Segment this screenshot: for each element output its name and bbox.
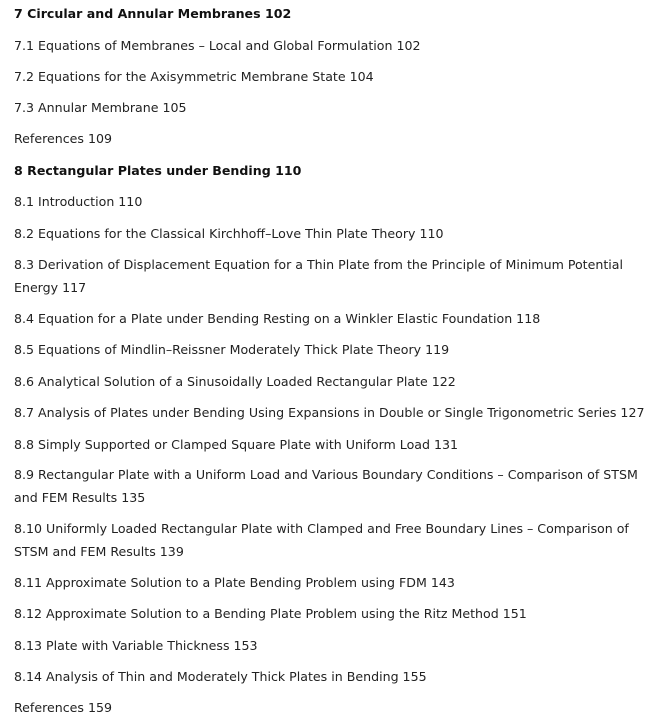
toc-entry-7-1[interactable]: 7.1 Equations of Membranes – Local and Global Formulation 102	[14, 38, 421, 53]
toc-entry-7-3[interactable]: 7.3 Annular Membrane 105	[14, 100, 187, 115]
toc-entry-8-1[interactable]: 8.1 Introduction 110	[14, 194, 143, 209]
chapter-heading-7[interactable]: 7 Circular and Annular Membranes 102	[14, 6, 292, 21]
toc-entry-8-14[interactable]: 8.14 Analysis of Thin and Moderately Thick Plates in Bending 155	[14, 669, 427, 684]
toc-entry-references-ch8[interactable]: References 159	[14, 700, 113, 715]
toc-entry-7-2[interactable]: 7.2 Equations for the Axisymmetric Membrane State 104	[14, 69, 374, 84]
toc-entry-8-4[interactable]: 8.4 Equation for a Plate under Bending Resting on a Winkler Elastic Foundation 118	[14, 311, 541, 326]
toc-entry-references-ch7[interactable]: References 109	[14, 131, 113, 146]
toc-entry-8-6[interactable]: 8.6 Analytical Solution of a Sinusoidally Loaded Rectangular Plate 122	[14, 374, 456, 389]
toc-entry-8-5[interactable]: 8.5 Equations of Mindlin–Reissner Moderately Thick Plate Theory 119	[14, 342, 450, 357]
toc-entry-8-2[interactable]: 8.2 Equations for the Classical Kirchhoff–Love Thin Plate Theory 110	[14, 226, 444, 241]
toc-entry-8-12[interactable]: 8.12 Approximate Solution to a Bending Plate Problem using the Ritz Method 151	[14, 606, 527, 621]
chapter-heading-8[interactable]: 8 Rectangular Plates under Bending 110	[14, 163, 302, 178]
toc-entry-8-10[interactable]: 8.10 Uniformly Loaded Rectangular Plate with Clamped and Free Boundary Lines – Comparison of STSM and FEM Results 139	[14, 521, 629, 559]
toc-entry-8-3[interactable]: 8.3 Derivation of Displacement Equation for a Thin Plate from the Principle of Minimum Potential Energy 117	[14, 257, 624, 295]
toc-entry-8-7[interactable]: 8.7 Analysis of Plates under Bending Using Expansions in Double or Single Trigonometric Series 127	[14, 405, 645, 420]
toc-entry-8-11[interactable]: 8.11 Approximate Solution to a Plate Bending Problem using FDM 143	[14, 575, 455, 590]
toc-entry-8-9[interactable]: 8.9 Rectangular Plate with a Uniform Load and Various Boundary Conditions – Comparison of STSM and FEM Results 135	[14, 467, 638, 505]
toc-entry-8-13[interactable]: 8.13 Plate with Variable Thickness 153	[14, 638, 258, 653]
toc-entry-8-8[interactable]: 8.8 Simply Supported or Clamped Square Plate with Uniform Load 131	[14, 437, 459, 452]
